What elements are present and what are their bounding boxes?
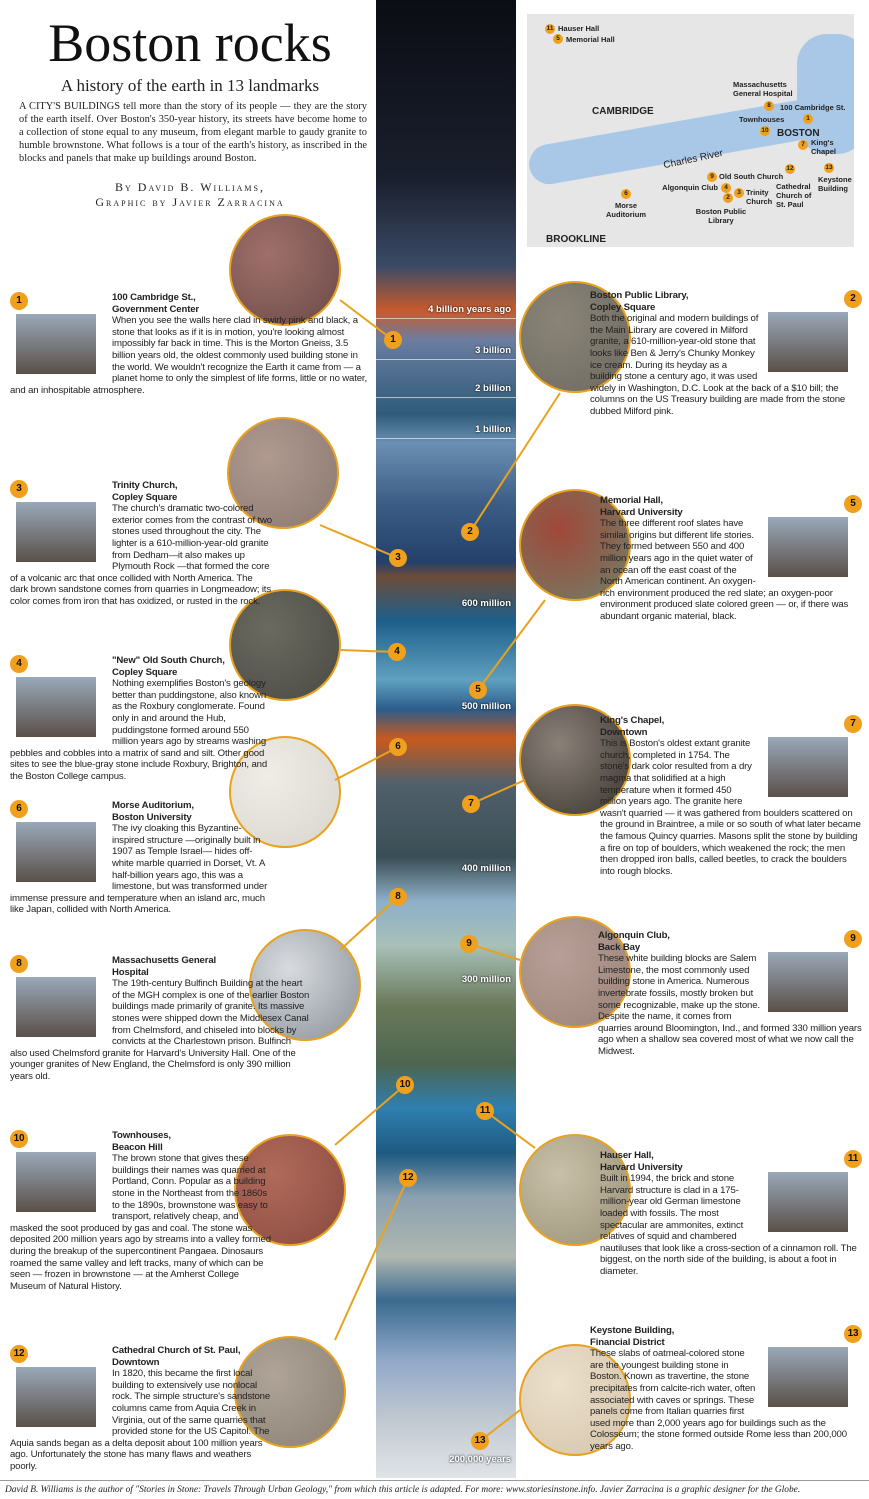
entry-number-badge: 8 bbox=[10, 955, 28, 973]
timeline-marker-5: 5 bbox=[469, 681, 487, 699]
entry-body: The three different roof slates have similar origins but different life stories. They formed between 550 and 400 million years ago in the quiet water of an ocean off the east coast of the North American continent. An oxygen-rich environment produced the red slate; an oxygen-poor environment produced slate colored green — or, if there was abundant organic material, black. bbox=[600, 518, 849, 622]
timeline-marker-6: 6 bbox=[389, 738, 407, 756]
intro-body: tell more than the story of its people — they are the story of the earth itself. Over Boston's 350-year history, its streets have become home to a collection of stone equal to any museum, from elegant marble to gaudy granite to humble brownstone. What follows is a tour of the earth's history, as inscribed in the blocks and panels that make up buildings around Boston. bbox=[19, 101, 367, 164]
entry-body: Built in 1994, the brick and stone Harvard structure is clad in a 175-million-year old German limestone loaded with fossils. The most spectacular are ammonites, extinct relatives of squid and chambered nautiluses that look like a cross-section of a cinnamon roll. The biggest, on the north side of the building, is about a foot in diameter. bbox=[600, 1173, 857, 1277]
entry-number-badge: 12 bbox=[10, 1345, 28, 1363]
entry-location: Back Bay bbox=[598, 941, 641, 953]
entry-location: Financial District bbox=[590, 1336, 665, 1348]
entry-location: Copley Square bbox=[590, 301, 656, 313]
entry-number-badge: 10 bbox=[10, 1130, 28, 1148]
timeline-marker-1: 1 bbox=[384, 331, 402, 349]
timeline-marker-2: 2 bbox=[461, 523, 479, 541]
map-pin-8: 8 bbox=[764, 101, 774, 111]
timeline-label: 2 billion bbox=[475, 383, 511, 394]
map-pin-9: 9 bbox=[707, 172, 717, 182]
map-pin-label: Morse Auditorium bbox=[606, 201, 646, 219]
entry-location: Downtown bbox=[112, 1356, 160, 1368]
entry-title: King's Chapel, bbox=[600, 715, 665, 726]
entry-body: When you see the walls here clad in swirly pink and black, a stone that looks as if it is in motion, you're looking almost impossibly far back in time. This is the Morton Gneiss, 3.5 billion years old, the oldest commonly used building stone in the world. We wouldn't recognize the Earth it came from — a planet home to only the simplest of life forms, little or no water, and an inhospitable atmosphere. bbox=[10, 315, 367, 396]
entry-location: Harvard University bbox=[600, 1161, 683, 1173]
entry-title: Trinity Church, bbox=[112, 480, 178, 491]
entry-location: Hospital bbox=[112, 966, 149, 978]
timeline-label: 600 million bbox=[461, 598, 511, 609]
entry-number-badge: 9 bbox=[844, 930, 862, 948]
map-pin-label: Memorial Hall bbox=[566, 35, 615, 44]
map-pin-12: 12 bbox=[786, 165, 794, 172]
entry-location: Copley Square bbox=[112, 491, 178, 503]
entry-title: Algonquin Club, bbox=[598, 930, 670, 941]
timeline-label: 4 billion years ago bbox=[428, 304, 511, 315]
entry-location: Beacon Hill bbox=[112, 1141, 163, 1153]
map-pin-1: 1 bbox=[803, 114, 813, 124]
timeline-label: 200,000 years bbox=[449, 1454, 511, 1465]
timeline-marker-4: 4 bbox=[388, 643, 406, 661]
map-pin-5: 5 bbox=[553, 34, 563, 44]
timeline-marker-13: 13 bbox=[471, 1432, 489, 1450]
map-pin-label: Boston Public Library bbox=[695, 207, 747, 225]
map-pin-13: 13 bbox=[825, 164, 833, 171]
map-pin-3: 3 bbox=[734, 188, 744, 198]
timeline-marker-10: 10 bbox=[396, 1076, 414, 1094]
entry-location: Copley Square bbox=[112, 666, 178, 678]
entry-title: Boston Public Library, bbox=[590, 290, 689, 301]
entry-body: The 19th-century Bulfinch Building at the heart of the MGH complex is one of the earlier Boston buildings made primarily of granite. Its massive stones were shipped down the Middlesex Canal from Chelmsford, and chiseled into blocks by convicts at the Charlestown prison. Bulfinch also used Chelmsford granite for Harvard's University Hall. One of the younger granites of New England, the Chelmsford is only 390 million years old. bbox=[10, 978, 310, 1082]
map-pin-label: 100 Cambridge St. bbox=[780, 103, 846, 112]
timeline-label: 500 million bbox=[461, 701, 511, 712]
entry-body: The ivy cloaking this Byzantine-inspired structure —originally built in 1907 as Temple Israel— hides off-white marble quarried in Dorset, Vt. A half-billion years ago, this was a limestone, but was transformed under immense pressure and temperature when an island arc, much like Japan, collided with North America. bbox=[10, 823, 268, 916]
entry-number-badge: 11 bbox=[844, 1150, 862, 1168]
entry-body: Nothing exemplifies Boston's geology better than puddingstone, also known as the Roxbury conglomerate. Found only in and around the Hub, puddingstone formed around 550 million years ago by streams washing pebbles and cobbles into a matrix of sand and silt. Other good sites to see the blue-gray stone include Roxbury, Brighton, and the Boston College campus. bbox=[10, 678, 268, 782]
entry-title: Keystone Building, bbox=[590, 1325, 675, 1336]
byline-graphic: Graphic by Javier Zarracina bbox=[95, 195, 285, 209]
entry-body: Both the original and modern buildings of the Main Library are covered in Milford granite, a 610-million-year-old stone that looks like Ben & Jerry's Chunky Monkey ice cream. During its heyday as a building stone a century ago, it was used widely in Washington, D.C. Look at the back of a $10 bill; the columns on the US Treasury building are made from the stone dubbed Milford pink. bbox=[590, 313, 846, 417]
map-pin-label: Algonquin Club bbox=[662, 183, 718, 192]
timeline-label: 400 million bbox=[461, 863, 511, 874]
entry-body: These slabs of oatmeal-colored stone are the youngest building stone in Boston. Known as travertine, the stone precipitates from calcite-rich water, often associated with caves or springs. These panels come from Italian quarries first used more than 2,000 years ago for buildings such as the Colosseum; the stone formed outside Rome less than 200,000 years ago. bbox=[590, 1348, 847, 1452]
entry-title: "New" Old South Church, bbox=[112, 655, 225, 666]
entry-number-badge: 5 bbox=[844, 495, 862, 513]
entry-location: Boston University bbox=[112, 811, 192, 823]
entry-number-badge: 6 bbox=[10, 800, 28, 818]
entry-body: In 1820, this became the first local building to extensively use nonlocal rock. The simple structure's sandstone columns came from Aquia Creek in Virginia, out of the same quarries that provided stone for the US Capitol. The Aquia sands began as a delta deposit about 100 million years ago. Unfortunately the stone has many flaws and weathers poorly. bbox=[10, 1368, 271, 1472]
entry-title: Townhouses, bbox=[112, 1130, 171, 1141]
entry-title: Cathedral Church of St. Paul, bbox=[112, 1345, 241, 1356]
map-pin-7: 7 bbox=[798, 140, 808, 150]
timeline-label: 1 billion bbox=[475, 424, 511, 435]
entry-location: Downtown bbox=[600, 726, 648, 738]
map-pin-label: King's Chapel bbox=[811, 138, 837, 156]
entry-title: Memorial Hall, bbox=[600, 495, 663, 506]
entry-number-badge: 13 bbox=[844, 1325, 862, 1343]
entry-number-badge: 7 bbox=[844, 715, 862, 733]
entry-body: The church's dramatic two-colored exterior comes from the contrast of two stones used throughout the city. The lighter is a 610-million-year-old granite from Dedham—it also makes up Plymouth Rock —that formed the core of a volcanic arc that once collided with North America. The dark brown sandstone comes from quarries in Longmeadow; its color comes from iron that has oxidized, or rusted in the rock. bbox=[10, 503, 272, 607]
map-pin-label: Trinity Church bbox=[746, 188, 773, 206]
entry-location: Harvard University bbox=[600, 506, 683, 518]
entry-body: This is Boston's oldest extant granite church, completed in 1754. The stone's dark color resulted from a dry magma that solidified at a high temperature when it formed 450 million years ago. The granite here wasn't quarried — it was gathered from boulders scattered on the ground in Braintree, a mile or so south of what later became the famous Quincy quarries. Masons split the stone by building a fire on top of boulders, which weakened the rock; the men then dropped iron balls, called beetles, to crack the boulders into rough blocks. bbox=[600, 738, 861, 877]
entry-number-badge: 2 bbox=[844, 290, 862, 308]
entry-number-badge: 4 bbox=[10, 655, 28, 673]
entry-body: These white building blocks are Salem Limestone, the most commonly used building stone in America. Numerous invertebrate fossils, mostly broken but some recognizable, make up the stone. Despite the name, it comes from quarries around Bloomington, Ind., and formed 330 million years ago when a shallow sea covered most of what we now call the Midwest. bbox=[598, 953, 862, 1057]
map-pin-label: Hauser Hall bbox=[558, 24, 600, 33]
map-label-charles-river: Charles River bbox=[662, 147, 725, 172]
footer-credits: David B. Williams is the author of "Stories in Stone: Travels Through Urban Geology," from which this article is adapted. For more: www.storiesinstone.info. Javier Zarracina is a graphic designer for the Globe. bbox=[0, 1480, 869, 1499]
map-pin-6: 6 bbox=[621, 189, 631, 199]
entry-title: Massachusetts General bbox=[112, 955, 217, 966]
timeline-marker-8: 8 bbox=[389, 888, 407, 906]
map-pin-label: Massachusetts General Hospital bbox=[733, 80, 793, 98]
map-pin-label: Cathedral Church of St. Paul bbox=[776, 182, 812, 209]
timeline-marker-11: 11 bbox=[476, 1102, 494, 1120]
map-label-boston: BOSTON bbox=[777, 128, 820, 139]
entry-title: Morse Auditorium, bbox=[112, 800, 194, 811]
entry-number-badge: 3 bbox=[10, 480, 28, 498]
entry-location: Government Center bbox=[112, 303, 200, 315]
intro-lead: A CITY'S BUILDINGS bbox=[19, 101, 121, 112]
timeline-label: 300 million bbox=[461, 974, 511, 985]
map-pin-label: Townhouses bbox=[739, 115, 785, 124]
map-pin-label: Old South Church bbox=[719, 172, 784, 181]
map-pin-label: Keystone Building bbox=[818, 175, 852, 193]
map-label-cambridge: CAMBRIDGE bbox=[592, 106, 654, 117]
map-pin-11: 11 bbox=[546, 25, 554, 32]
byline-author: By David B. Williams, bbox=[115, 180, 265, 194]
map-pin-4: 4 bbox=[721, 183, 731, 193]
timeline-marker-7: 7 bbox=[462, 795, 480, 813]
timeline-marker-12: 12 bbox=[399, 1169, 417, 1187]
timeline-marker-9: 9 bbox=[460, 935, 478, 953]
timeline-marker-3: 3 bbox=[389, 549, 407, 567]
entry-body: The brown stone that gives these buildings their names was quarried at Portland, Conn. Popular as a building stone in the Northeast from the 1860s to the 1890s, brownstone was easy to transport, relatively cheap, and masked the soot produced by gas and coal. The stone was deposited 200 million years ago by streams into a valley formed during the breakup of the supercontinent Pangaea. Dinosaurs roamed the same valley and left tracks, many of which can be seen — frozen in brownstone — at the Amherst College Museum of Natural History. bbox=[10, 1153, 271, 1292]
timeline-label: 3 billion bbox=[475, 345, 511, 356]
page-title: Boston rocks bbox=[48, 13, 332, 73]
page-subtitle: A history of the earth in 13 landmarks bbox=[60, 76, 320, 95]
map-label-brookline: BROOKLINE bbox=[546, 234, 606, 245]
map-pin-2: 2 bbox=[723, 193, 733, 203]
entry-title: Hauser Hall, bbox=[600, 1150, 654, 1161]
map-pin-10: 10 bbox=[761, 127, 769, 134]
entry-title: 100 Cambridge St., bbox=[112, 292, 196, 303]
entry-number-badge: 1 bbox=[10, 292, 28, 310]
